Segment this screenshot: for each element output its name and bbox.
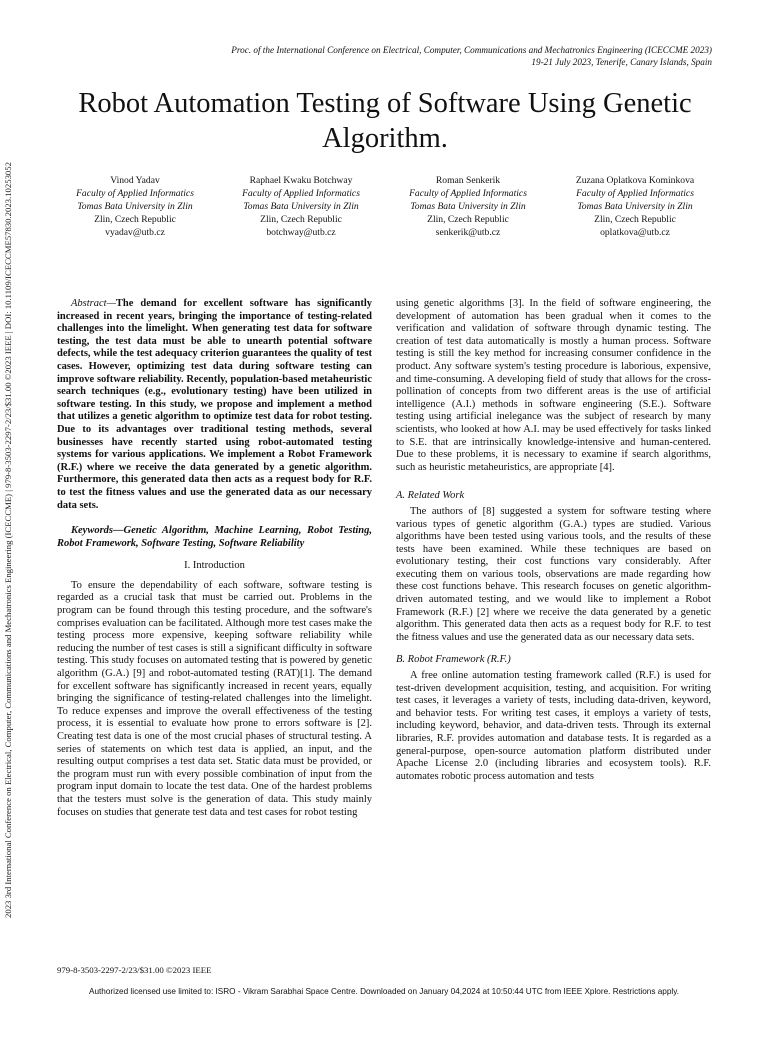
author-block-4 [550, 174, 720, 239]
left-column [57, 298, 372, 819]
introduction-paragraph: To ensure the dependability of each software, software testing is regarded as a crucial task that must be carried out. Problems in the program can be found through this testing procedure, and the software's comprises evaluation can be facilitated. Although more test cases make the testing process more expensive, keeping software reliability while reducing the number of test cases is still a significant difficulty in software testing. This study focuses on automated testing that is powered by genetic algorithm (G.A.) [9] and robot-automated testing (RAT)[1]. The demand for excellent software has significantly increased in recent years, equally bringing the significance of testing-related challenges into the limelight. To reduce expenses and improve the overall effectiveness of the testing process, it is essential to evaluate how prone to errors software is [2]. Creating test data is one of the most crucial phases of structural testing. A series of statements on which test data is applied, an input, and the resulting output comprises a test data set. Static data must be provided, or the program must run with every possible combination of input from the program input domain to locate the test data. One of the hardest problems that the testers must solve is the generation of data. This study mainly focuses on studies that generate test data and test cases for robot testing [57, 579, 372, 818]
robot-framework-heading: B. Robot Framework (R.F.) [396, 654, 511, 666]
introduction-continued: using genetic algorithms [3]. In the field of software engineering, the development of automation has been gradual when it comes to the verification and validation of software through dynamic testing. The creation of test data automatically is mostly a human process. Software testing is still the key method for increasing consumer confidence in the product. Any software system's testing procedure is laborious, expensive, and time-consuming. A developing field of study that allows for the cross-pollination of concepts from two different areas is the use of artificial intelligence (A.I.) methods in software engineering (S.E.). Software testing using artificial inelegance was the subject of research by many scientists, who looked at how A.I. may be used effectively for tasks linked to S.E. that are intrinsically knowledge-intensive and human-centered. Due to these problems, it is necessary to examine if search algorithms, such as heuristic metaheuristics, are appropriate [4]. [396, 298, 711, 473]
author-email: senkerik@utb.cz [435, 227, 501, 238]
abstract-label: Abstract— [71, 298, 116, 309]
author-location: Zlin, Czech Republic [260, 214, 342, 225]
author-university: Tomas Bata University in Zlin [77, 201, 193, 212]
doi-sidebar: 2023 3rd International Conference on Electrical, Computer, Communications and Mechatronics Engineering (ICECCME) | 979-8-3503-2297-2/23/$31.00 ©2023 IEEE | DOI: 10.1109/ICECCME57830.2023.10253052 [3, 162, 13, 918]
author-location: Zlin, Czech Republic [94, 214, 176, 225]
related-work-paragraph: The authors of [8] suggested a system for software testing where various types of genetic algorithm (G.A.) types are studied. Various algorithms have been tested using various tools, and the results of these tests have been examined. While these techniques are based on evolutionary testing, their cost functions vary considerably. After executing them on various tools, observations are made regarding how these cost functions behave. This research focuses on genetic algorithm-driven automated testing, and we would like to implement a Robot Framework (R.F.) [2] where we receive the data generated by a genetic algorithm. This generated data then acts as a request body for R.F. to test the fitness values and use the generated data as our necessary data sets. [396, 505, 711, 643]
author-name: Raphael Kwaku Botchway [249, 175, 353, 186]
author-block-3 [383, 174, 553, 239]
author-block-2 [216, 174, 386, 239]
keywords: Keywords—Genetic Algorithm, Machine Learning, Robot Testing, Robot Framework, Software Testing, Software Reliability [57, 525, 372, 549]
author-university: Tomas Bata University in Zlin [243, 201, 359, 212]
author-block-1 [50, 174, 220, 239]
author-location: Zlin, Czech Republic [594, 214, 676, 225]
footer-isbn: 979-8-3503-2297-2/23/$31.00 ©2023 IEEE [57, 965, 212, 975]
author-faculty: Faculty of Applied Informatics [409, 188, 527, 199]
author-name: Vinod Yadav [110, 175, 160, 186]
author-name: Zuzana Oplatkova Kominkova [575, 175, 695, 186]
conference-line-1: Proc. of the International Conference on Electrical, Computer, Communications and Mechatronics Engineering (ICECCME 2023) [231, 45, 712, 55]
author-university: Tomas Bata University in Zlin [577, 201, 693, 212]
paper-title: Robot Automation Testing of Software Using Genetic Algorithm. [78, 88, 692, 154]
conference-line-2: 19-21 July 2023, Tenerife, Canary Islands, Spain [531, 57, 712, 67]
right-column [396, 298, 711, 783]
related-work-heading: A. Related Work [396, 490, 465, 502]
abstract-text: The demand for excellent software has significantly increased in recent years, bringing the importance of testing-related challenges into the limelight. When generating test data for software testing, the test data must be able to unearth potential software defects, while the test adequacy criterion guarantees the quality of test cases. However, optimizing test data during software testing can improve software reliability. Recently, population-based metaheuristic search techniques (e.g., evolutionary testing) have been utilized in software testing. In this study, we propose and implement a method that utilizes a genetic algorithm to optimize test data for robot testing. Due to its advantages over traditional testing methods, several businesses have recently started using robot-automated testing systems for various applications. We implement a Robot Framework (R.F.) where we receive the data generated by a genetic algorithm. Furthermore, this generated data then acts as a request body for R.F. to test the fitness values and use the generated data as our necessary data sets. [57, 298, 372, 511]
introduction-heading: I. Introduction [184, 560, 245, 572]
author-email: botchway@utb.cz [266, 227, 336, 238]
robot-framework-paragraph: A free online automation testing framework called (R.F.) is used for test-driven development acquisition, testing, and acquisition. For writing test cases, it leverages a variety of tests, including data-driven, keyword, and behavior tests. For writing test cases, it employs a variety of tests, including keyword, behavior, and data-driven tests. Through its external libraries, R.F. provides automation and database tests. It is regarded as a general-purpose, open-source automation platform distributed under Apache License 2.0 (including libraries and ecosystem tools). R.F. automates robotic process automation and tests [396, 670, 711, 782]
author-faculty: Faculty of Applied Informatics [576, 188, 694, 199]
conference-header [231, 44, 712, 68]
footer-license: Authorized licensed use limited to: ISRO - Vikram Sarabhai Space Centre. Downloaded on January 04,2024 at 10:50:44 UTC from IEEE Xplore. Restrictions apply. [89, 987, 679, 996]
author-location: Zlin, Czech Republic [427, 214, 509, 225]
author-name: Roman Senkerik [435, 175, 501, 186]
author-faculty: Faculty of Applied Informatics [76, 188, 194, 199]
author-email: oplatkova@utb.cz [600, 227, 670, 238]
author-university: Tomas Bata University in Zlin [410, 201, 526, 212]
author-faculty: Faculty of Applied Informatics [242, 188, 360, 199]
author-email: vyadav@utb.cz [105, 227, 165, 238]
abstract [57, 298, 372, 512]
